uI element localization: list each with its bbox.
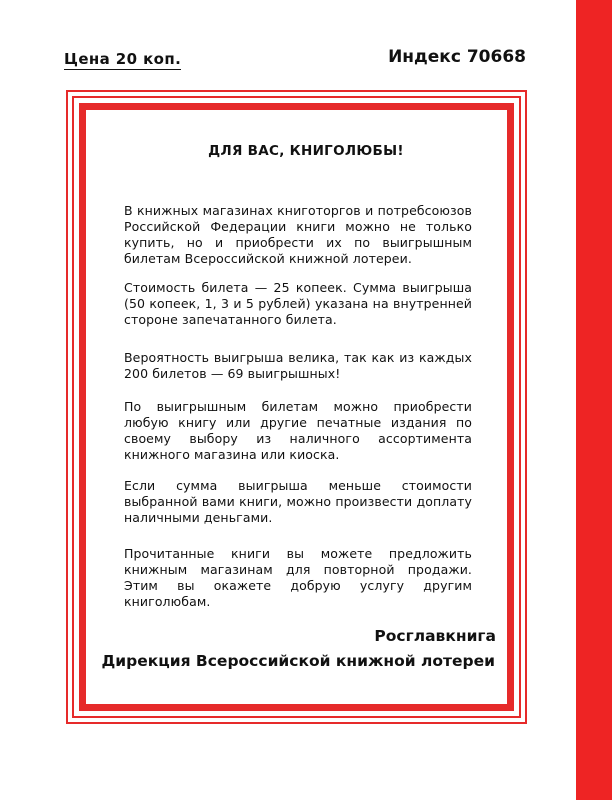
- signature-org: Росглавкнига: [374, 627, 496, 645]
- paragraph-resale: Прочитанные книги вы можете предложить книжным магазинам для повторной продажи. Этим вы окажете добрую услугу другим книголюбам.: [124, 546, 472, 609]
- red-edge-stripe: [576, 0, 612, 800]
- index-label: Индекс 70668: [388, 47, 526, 67]
- page-title: ДЛЯ ВАС, КНИГОЛЮБЫ!: [208, 143, 404, 159]
- paragraph-intro: В книжных магазинах книготоргов и потребсоюзов Российской Федерации книги можно не только купить, но и приобрести их по выигрышным билетам Всероссийской книжной лотереи.: [124, 203, 472, 266]
- paragraph-ticket-price: Стоимость билета — 25 копеек. Сумма выигрыша (50 копеек, 1, 3 и 5 рублей) указана на внутренней стороне запечатанного билета.: [124, 280, 472, 327]
- price-label: Цена 20 коп.: [64, 50, 182, 68]
- paragraph-surcharge: Если сумма выигрыша меньше стоимости выбранной вами книги, можно произвести доплату наличными деньгами.: [124, 478, 472, 525]
- paragraph-probability: Вероятность выигрыша велика, так как из каждых 200 билетов — 69 выигрышных!: [124, 350, 472, 381]
- paragraph-purchase: По выигрышным билетам можно приобрести любую книгу или другие печатные издания по своему выбору из наличного ассортимента книжного магазина или киоска.: [124, 399, 472, 462]
- signature-department: Дирекция Всероссийской книжной лотереи: [101, 652, 495, 670]
